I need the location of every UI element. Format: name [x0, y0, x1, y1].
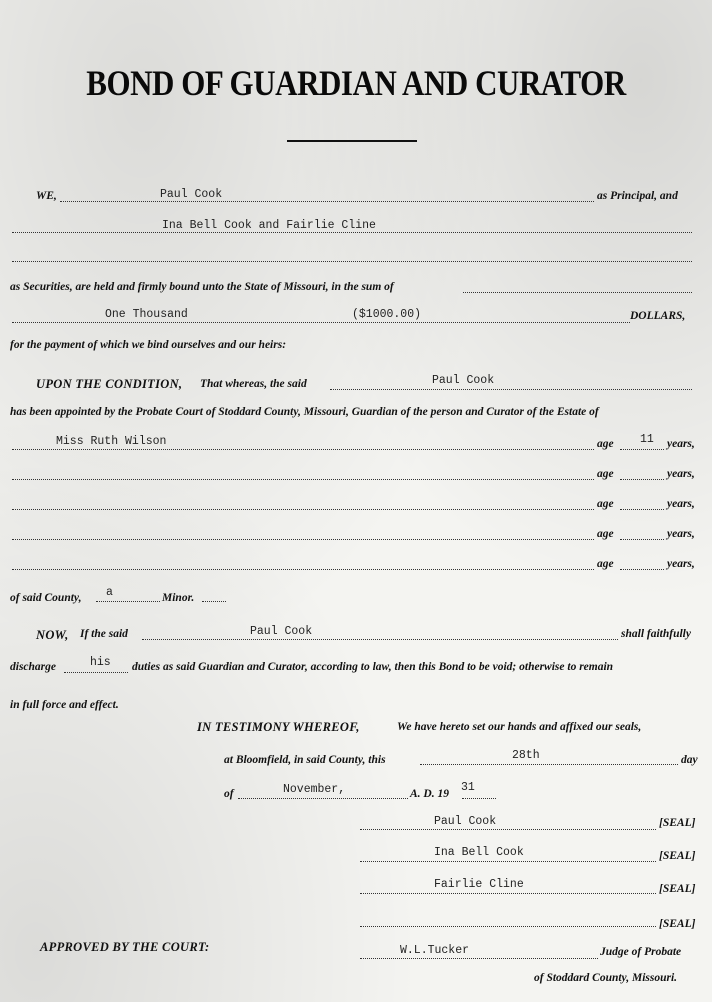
title-rule — [287, 140, 417, 142]
age-label: age — [597, 438, 614, 450]
judge-title: Judge of Probate — [600, 946, 682, 958]
county-text: of said County, — [10, 592, 82, 604]
minor-line — [12, 449, 594, 450]
ad-label: A. D. 19 — [410, 788, 449, 800]
sum-figure: ($1000.00) — [352, 308, 422, 321]
age-label: age — [597, 468, 614, 480]
document-title: BOND OF GUARDIAN AND CURATOR — [86, 63, 626, 103]
signature-line — [360, 893, 656, 894]
seal-label: [SEAL] — [659, 850, 696, 862]
age-line — [620, 449, 664, 450]
article-line — [96, 601, 160, 602]
approved-label: APPROVED BY THE COURT: — [40, 940, 210, 954]
now-label: NOW, — [36, 628, 69, 642]
payment-text: for the payment of which we bind ourselves and our heirs: — [10, 339, 287, 351]
minor-name: Miss Ruth Wilson — [56, 435, 167, 448]
minor-article: a — [106, 586, 113, 599]
signature-name: Paul Cook — [434, 815, 497, 828]
minor-line — [12, 539, 594, 540]
condition-label: UPON THE CONDITION, — [36, 377, 183, 391]
securities-names: Ina Bell Cook and Fairlie Cline — [162, 219, 376, 232]
years-label: years, — [667, 498, 695, 510]
years-label: years, — [667, 528, 695, 540]
duties-text: duties as said Guardian and Curator, according to law, then this Bond to be void; otherwise to remain — [132, 661, 614, 673]
minor-trail-line — [202, 601, 226, 602]
age-label: age — [597, 498, 614, 510]
signature-name: Ina Bell Cook — [434, 846, 524, 859]
minor-line — [12, 509, 594, 510]
day-line — [420, 764, 678, 765]
condition-text: That whereas, the said — [200, 378, 307, 390]
minor-label: Minor. — [162, 592, 195, 604]
years-label: years, — [667, 468, 695, 480]
appointed-text: has been appointed by the Probate Court of Stoddard County, Missouri, Guardian of the person and Curator of the Estate of — [10, 406, 599, 418]
force-text: in full force and effect. — [10, 699, 119, 711]
pronoun: his — [90, 656, 111, 669]
principal-line — [60, 201, 594, 202]
judge-name: W.L.Tucker — [400, 944, 470, 957]
seal-label: [SEAL] — [659, 883, 696, 895]
age-line — [620, 479, 664, 480]
signature-name: Fairlie Cline — [434, 878, 524, 891]
securities-text: as Securities, are held and firmly bound unto the State of Missouri, in the sum of — [10, 281, 394, 293]
minor-line — [12, 569, 594, 570]
testimony-label: IN TESTIMONY WHEREOF, — [197, 720, 360, 734]
minor-line — [12, 479, 594, 480]
month-line — [238, 798, 408, 799]
securities-line-2 — [12, 261, 692, 262]
faithfully-text: shall faithfully — [621, 628, 691, 640]
judge-line — [360, 958, 598, 959]
sum-line — [12, 322, 630, 323]
as-principal-text: as Principal, and — [597, 190, 678, 202]
sum-words: One Thousand — [105, 308, 188, 321]
year-line — [462, 798, 496, 799]
signature-line — [360, 861, 656, 862]
age-label: age — [597, 558, 614, 570]
age-line — [620, 509, 664, 510]
pronoun-line — [64, 672, 128, 673]
seal-label: [SEAL] — [659, 817, 696, 829]
seal-label: [SEAL] — [659, 918, 696, 930]
now-line — [142, 639, 618, 640]
years-label: years, — [667, 438, 695, 450]
signature-line — [360, 926, 656, 927]
dollars-label: DOLLARS, — [630, 310, 686, 322]
now-text: If the said — [80, 628, 128, 640]
principal-name: Paul Cook — [160, 188, 223, 201]
month-value: November, — [283, 783, 346, 796]
age-line — [620, 569, 664, 570]
condition-line — [330, 389, 692, 390]
year-value: 31 — [461, 781, 475, 794]
age-label: age — [597, 528, 614, 540]
testimony-text: We have hereto set our hands and affixed our seals, — [397, 721, 642, 733]
now-name: Paul Cook — [250, 625, 313, 638]
age-line — [620, 539, 664, 540]
discharge-label: discharge — [10, 661, 56, 673]
sum-line-top — [463, 292, 692, 293]
condition-name: Paul Cook — [432, 374, 495, 387]
day-value: 28th — [512, 749, 540, 762]
of-label: of — [224, 788, 234, 800]
judge-county: of Stoddard County, Missouri. — [534, 972, 678, 984]
minor-age: 11 — [640, 433, 654, 446]
securities-line-1 — [12, 232, 692, 233]
place-text: at Bloomfield, in said County, this — [224, 754, 386, 766]
day-label: day — [681, 754, 698, 766]
signature-line — [360, 829, 656, 830]
years-label: years, — [667, 558, 695, 570]
we-label: WE, — [36, 190, 57, 202]
